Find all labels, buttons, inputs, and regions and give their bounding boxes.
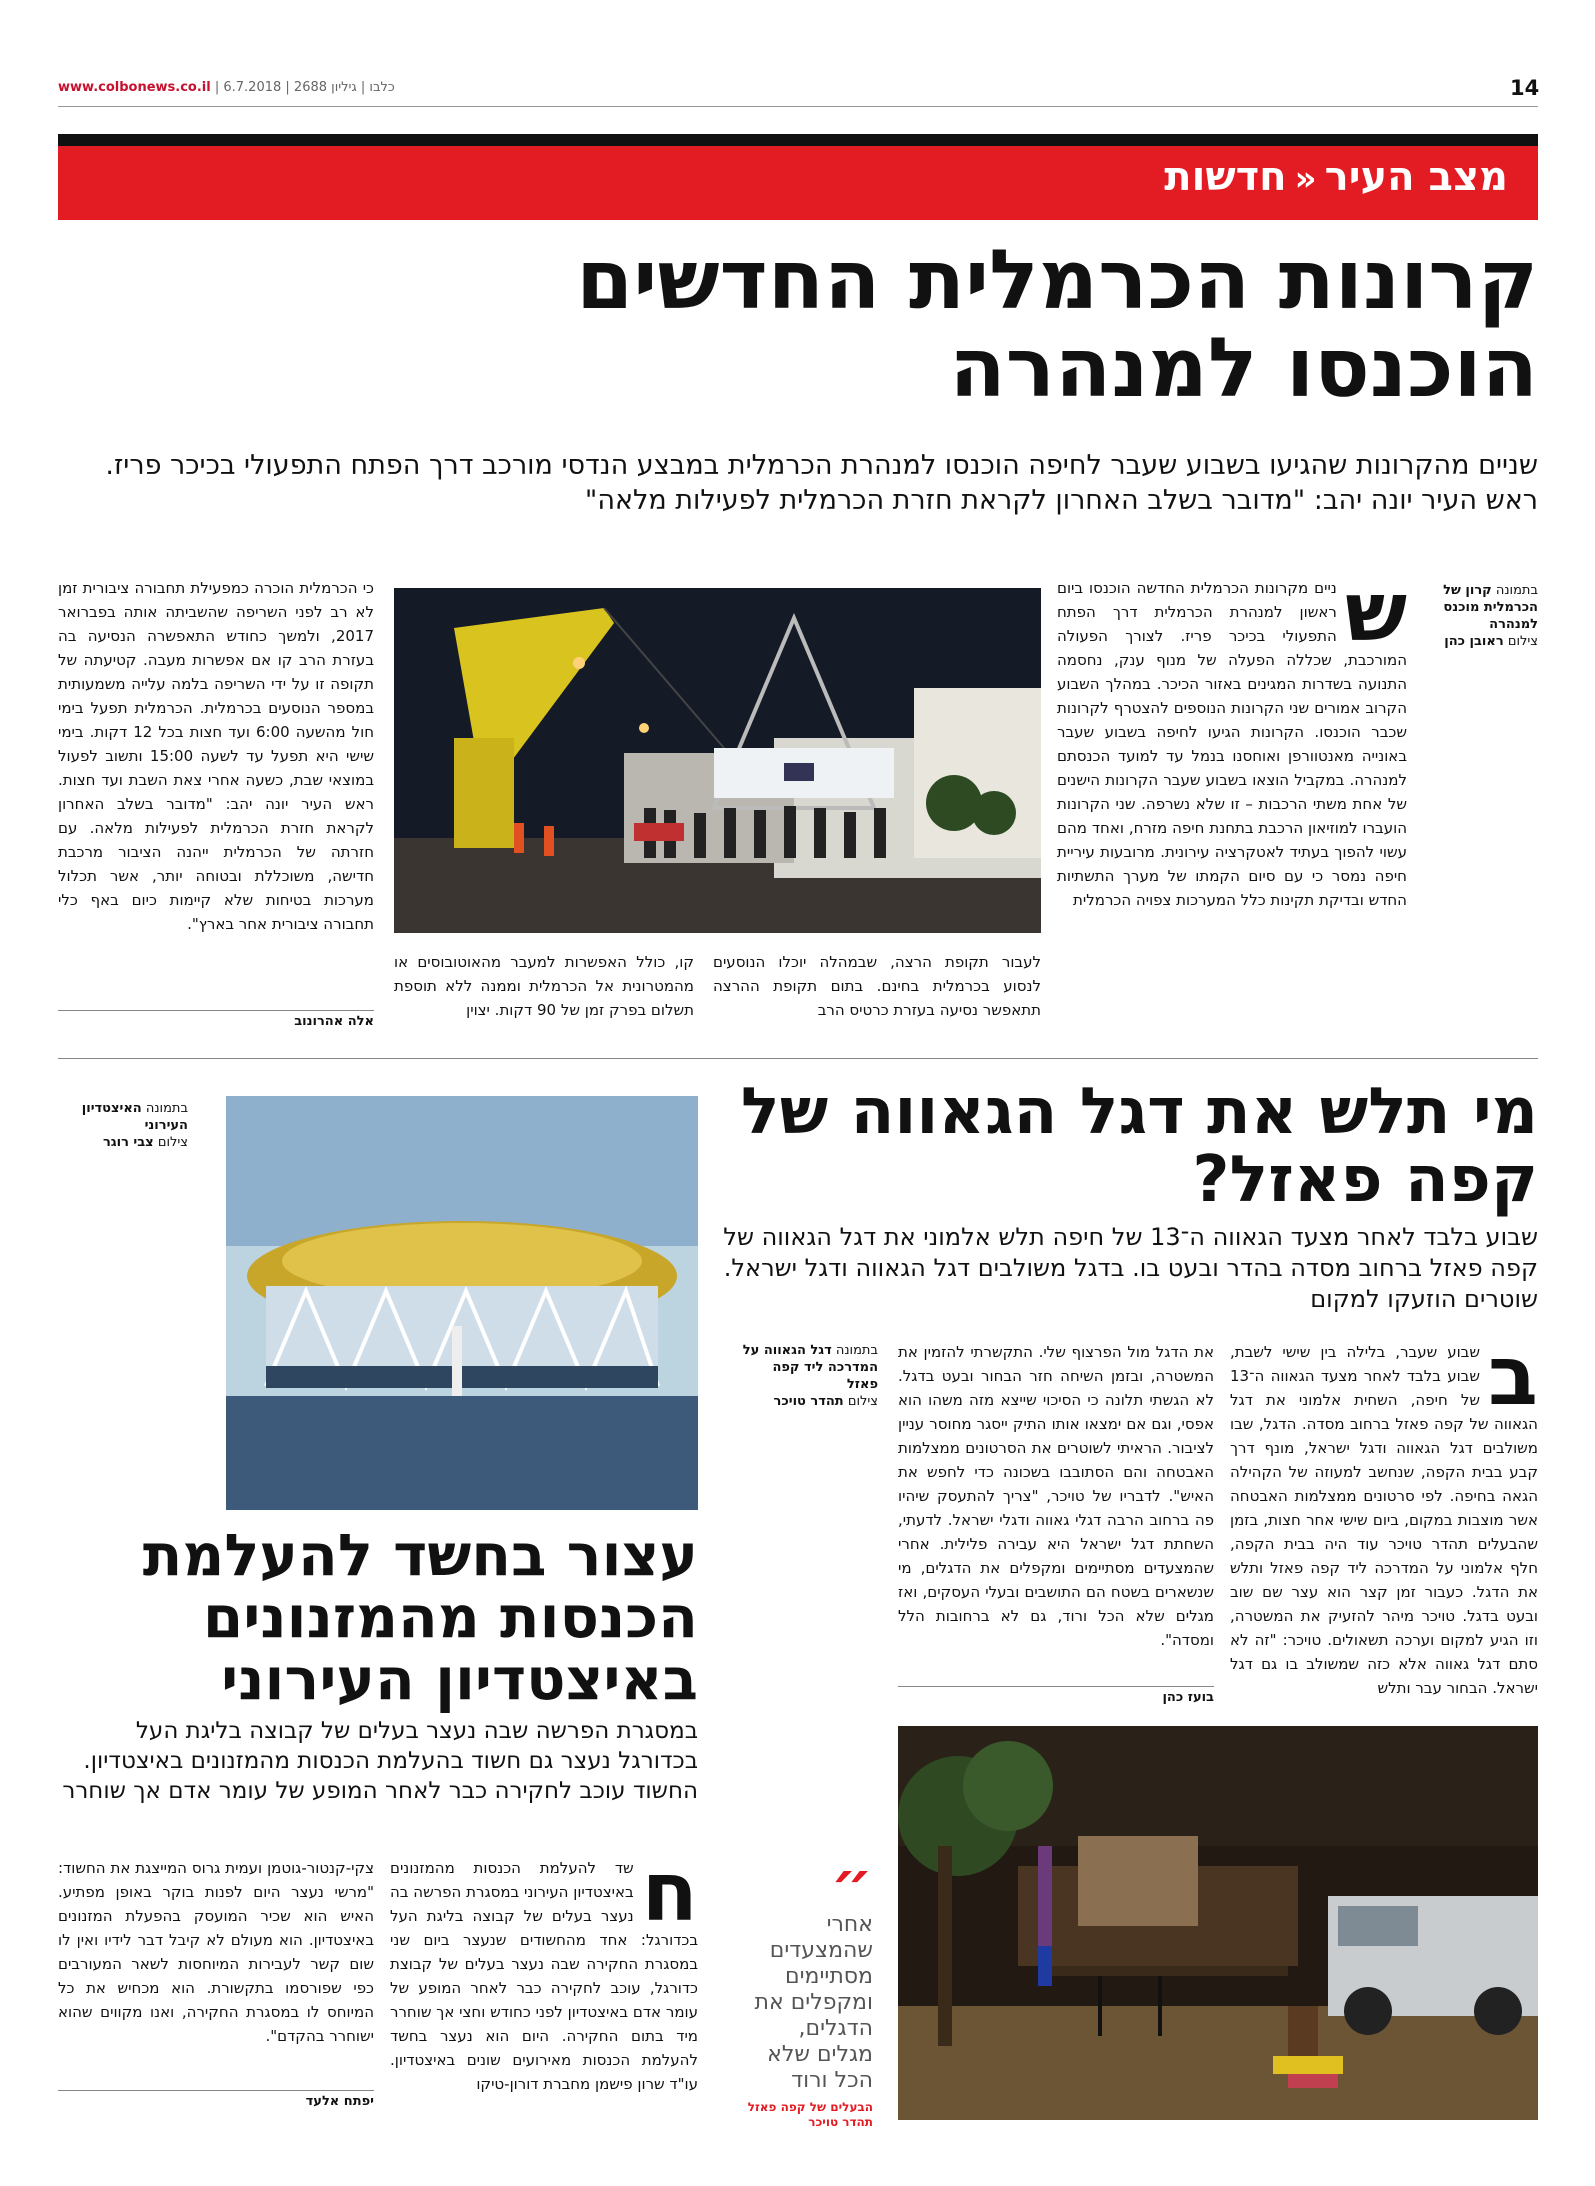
article1-subhead: שניים מהקרונות שהגיעו בשבוע שעבר לחיפה הוכנסו למנהרת הכרמלית במבצע הנדסי מורכב דרך הפתח התפעולי בכיכר פריז. ראש העיר יונה יהב: "מדובר בשלב האחרון לקראת חזרת הכרמלית לפעילות מלאה" [105, 450, 1538, 516]
article1-headline-line1: קרונות הכרמלית החדשים [576, 233, 1538, 328]
article3-caption [58, 1100, 188, 1151]
article2-body-1: שבוע שעבר, בלילה בין שישי לשבת, שבוע בלבד לאחר מצעד הגאווה ה־13 של חיפה, השחית אלמוני את דגל הגאווה של קפה פאזל ברחוב מסדה. הדגל, שבו משולבים דגל הגאווה ודגל ישראל, מונף דרך קבע בבית הקפה, שנחשב למעוזה של הקהילה הגאה בחיפה. לפי סרטונים ממצלמות האבטחה אשר מוצבות במקום, ביום שישי אחר חצות, בזמן שהבעלים תהדר טויכר עוד היה בבית הקפה, חלף אלמוני על המדרכה ליד קפה פאזל ותלש את הדגל. כעבור זמן קצר הוא עצר שם שוב ובעט בדגל. טויכר מיהר להזעיק את המשטרה, וזו הגיע למקום וערכה תשאולים. טויכר: "זה לא סתם דגל גאווה אלא כזה שמשולב בו גם דגל ישראל. הבחור עבר ותלש [1230, 1343, 1538, 1697]
article1-column-2: לעבור תקופת הרצה, שבמהלה יוכלו הנוסעים לנסוע בכרמלית בחינם. בתום תקופת ההרצה תתאפשר נסיעה בעזרת כרטיס הרב [713, 953, 1041, 1019]
caption-credit: ראובן כהן [1444, 634, 1504, 649]
article3-subhead: במסגרת הפרשה שבה נעצר בעלים של קבוצה בליגת העל בכדורגל נעצר גם חשוד בהעלמת הכנסות מהמזנונים באיצטדיון. החשוד עוכב לחקירה כבר לאחר המופע של עומר אדם אך שוחרר [62, 1718, 698, 1804]
article1-headline-line2: הוכנסו למנהרה [949, 321, 1538, 416]
page-number: 14 [1510, 76, 1540, 100]
article3-headline-line3: באיצטדיון העירוני [221, 1645, 698, 1713]
article1-caption [1425, 582, 1538, 650]
quote-text: אחרי שהמצעדים מסתיימים ומקפלים את הדגלים, מגלים שלא הכל ורוד [754, 1912, 873, 2093]
caption-label: בתמונה [1495, 583, 1538, 598]
article3-column-1 [390, 1856, 698, 2126]
quote-attribution: הבעלים של קפה פאזל תהדר טויכר [747, 2100, 873, 2129]
article2-headline-line2: קפה פאזל? [1192, 1143, 1538, 1217]
chevron-icon: « [1294, 159, 1317, 199]
article-divider [58, 1058, 1538, 1059]
header-divider [58, 106, 1538, 107]
caption-credit-label: צילום [1507, 634, 1538, 649]
section-title-main: מצב העיר [1324, 154, 1508, 200]
article2-headline-line1: מי תלש את דגל הגאווה של [740, 1075, 1538, 1149]
cafe-photo-illustration [898, 1726, 1538, 2120]
article1-headline [58, 233, 1538, 416]
section-title-sub: חדשות [1164, 154, 1287, 200]
article1-column-3: קו, כולל האפשרות למעבר מהאוטובוסים או מהמטרונית אל הכרמלית וממנה ללא תוספת תשלום בפרק זמן של 90 דקות. יצוין [394, 953, 694, 1019]
section-bar-top [58, 134, 1538, 146]
byline-rule [58, 1010, 374, 1011]
caption-label: בתמונה [835, 1343, 878, 1358]
article2-column-1 [1230, 1340, 1538, 1710]
article2-subhead: שבוע בלבד לאחר מצעד הגאווה ה־13 של חיפה תלש אלמוני את דגל הגאווה של קפה פאזל ברחוב מסדה בהדר ובעט בו. בדגל משולבים דגל הגאווה ודגל ישראל. שוטרים הוזעקו למקום [723, 1223, 1538, 1313]
byline-rule [898, 1686, 1214, 1687]
article2-pull-quote [745, 1849, 873, 2130]
stadium-photo [226, 1096, 698, 1510]
carmelit-photo [394, 588, 1041, 933]
quote-icon: ״ [830, 1849, 873, 1919]
article1-column-4: כי הכרמלית הוכרה כמפעילת תחבורה ציבורית זמן לא רב לפני השריפה שהשביתה אותה בפברואר 2017, ולמשך כחודש התאפשרה הנסיעה בה בעזרת הרב קו אם אפשרות מעבה. קטיעתה של תקופה זו על ידי השריפה בלמה עלייה משמעותית במספר הנוסעים בכרמלית. הכרמלית תפעל בימי חול מהשעה 6:00 ועד חצות בכל 12 דקות. בימי שישי היא תפעל עד לשעה 15:00 ותשוב לפעול במוצאי שבת, כשעה אחרי צאת השבת ועד חצות. ראש העיר יונה יהב: "מדובר בשלב האחרון לקראת חזרת הכרמלית לפעילות מלאה. עם חזרתה של הכרמלית ייהנה הציבור מרכבת חדישה, משוכללת ובטוחה יותר, אשר תכלול מערכות בטיחות שלא קיימות כיום באף כלי תחבורה ציבורית אחר בארץ". [58, 579, 374, 933]
section-title [1164, 154, 1508, 200]
article1-byline: אלה אהרונוב [294, 1014, 374, 1029]
carmelit-photo-illustration [394, 588, 1041, 933]
article3-body-1: שד להעלמת הכנסות מהמזנונים באיצטדיון העירוני במסגרת הפרשה בה נעצר בעלים של קבוצה בליגת העל בכדורגל: אחד מהחשודים שנעצר ביום שני במסגרת החקירה שבה נעצר בעלים של קבוצת כדורגל, עוכב לחקירה כבר לאחר המופע של עומר אדם באיצטדיון לפני כחודש וחצי אך שוחרר מיד בתום החקירה. היום הוא נעצר בחשד להעלמת הכנסות מאירועים שונים באיצטדיון. עו"ד שרון פישמן מחברת דורון-טיקו [390, 1859, 698, 2093]
caption-credit-label: צילום [847, 1394, 878, 1409]
article1-body-1: ניים מקרונות הכרמלית החדשה הוכנסו ביום ראשון למנהרת הכרמלית דרך הפתח התפעולי בכיכר פריז. לצורך הפעולה המורכבת, שכללה הפעלה של מנוף ענק, נחסמה התנועה בשדרות המגינים באזור הכיכר. במהלך השבוע הקרוב אמורים שני הקרונות הנוספים להצטרף לקרונות שכבר הוכנסו. הקרונות הגיעו לחיפה בשבוע שעבר באונייה מאנטוורפן ואוחסנו בנמל עד למועד הכנסתם למנהרה. במקביל הוצאו בשבוע שעבר הקרונות הישנים של אחת משתי הרכבות – זו שלא נשרפה. שני הקרונות הועברו למוזיאון הרכבת בתחנת חיפה מזרח, ואחד מהם עשוי להפוך בעתיד לאטקרציה עירונית. מרובעות עיריית חיפה נמסר כי עם סיום הקמתו של מערך התשתיות החדש ובדיקת תקינות כלל המערכות צפויה הכרמלית [1057, 579, 1407, 909]
article3-byline: יפתח אלעד [305, 2094, 374, 2109]
cafe-photo [898, 1726, 1538, 2120]
stadium-photo-illustration [226, 1096, 698, 1510]
caption-credit-label: צילום [157, 1135, 188, 1150]
article2-column-2: את הדגל מול הפרצוף שלי. התקשרתי להזמין את המשטרה, ובזמן השיחה חזר הבחור ובעט בדגל. לא הגשתי תלונה כי הסיכוי שייצא מזה משהו הוא אפסי, וגם אם ימצאו אותו התיק ייסגר מחוסר עניין לציבור. הראיתי לשוטרים את הסרטונים ממצלמות האבטחה והם הסתובבו בשכונה כדי לחפש את האיש". לדבריו של טויכר, "צריך להתעסק שיהיו פה ברחוב הרבה דגלי גאווה ודגלי ישראל. לדעתי, השחתת דגל ישראל היא עבירה פלילית. אחרי שהמצעדים מסתיימים ומקפלים את הדגלים, מי שנשארים בשטח הם התושבים ובעלי העסקים, ואז מגלים שלא הכל ורוד, גם לא ברחובות הלל ומסדה". [898, 1343, 1214, 1649]
caption-text: האיצטדיון העירוני [81, 1101, 188, 1133]
caption-text: קרון של הכרמלית מוכנס למנהרה [1443, 583, 1538, 632]
article2-caption [738, 1342, 878, 1410]
article3-column-2: צקי-קנטור-גוטמן ועמית גרוס המייצגת את החשוד: "מרשי נעצר היום לפנות בוקר באופן מפתיע. האיש הוא שכיר המועסק בהפעלת המזנונים באיצטדיון. הוא מעולם לא קיבל דבר לידיו ואין לו שום קשר לעבירות המיוחסות לשאר המעורבים כפי שפורסמו בתקשורת. הוא מכחיש את כל המיוחס לו במסגרת החקירה, ואנו מקווים שהוא ישוחרר בהקדם". [58, 1859, 374, 2045]
article3-headline-line1: עצור בחשד להעלמת [142, 1521, 698, 1589]
caption-label: בתמונה [145, 1101, 188, 1116]
article2-headline [720, 1075, 1538, 1217]
dropcap: ש [1344, 576, 1407, 660]
byline-rule [58, 2090, 374, 2091]
dropcap: ח [641, 1856, 698, 1940]
site-url[interactable]: www.colbonews.co.il [58, 80, 211, 95]
article1-column-1 [1057, 576, 1407, 1036]
caption-text: דגל הגאווה על המדרכה ליד קפה פאזל [742, 1343, 878, 1392]
article3-headline-line2: הכנסות מהמזנונים [202, 1583, 698, 1651]
caption-credit: צבי רוגר [102, 1135, 154, 1150]
section-banner [58, 146, 1538, 220]
dropcap: ב [1487, 1340, 1538, 1424]
page-header-info [58, 80, 395, 95]
caption-credit: תהדר טויכר [773, 1394, 844, 1409]
issue-meta: | כלבו | גיליון 2688 | 6.7.2018 [214, 80, 395, 95]
article2-byline: בועז כהן [1162, 1690, 1214, 1705]
article3-headline [58, 1521, 698, 1713]
